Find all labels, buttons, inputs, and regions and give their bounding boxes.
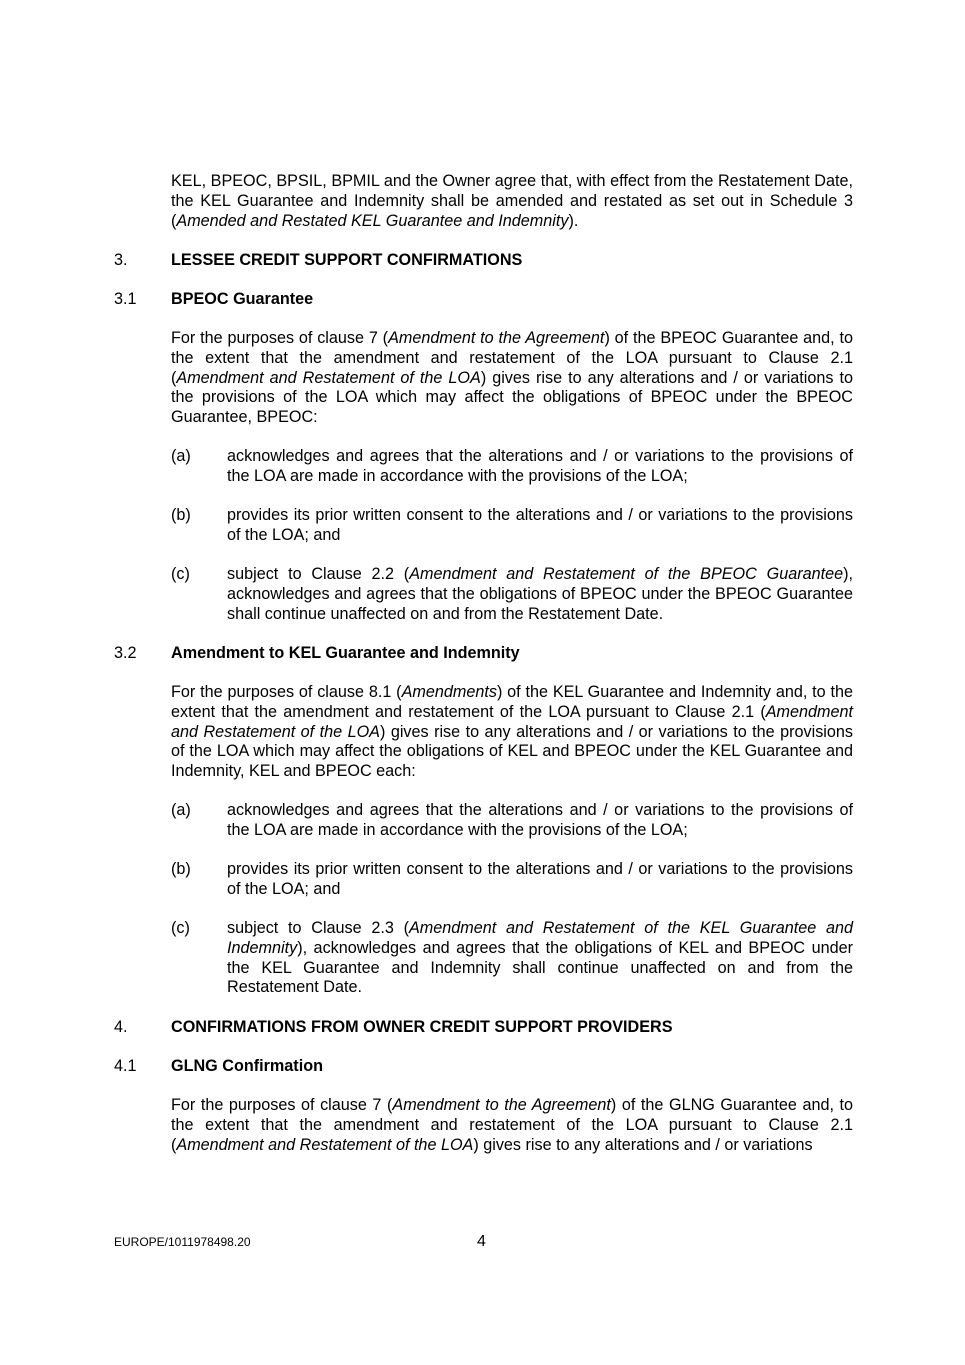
section-3-number: 3. xyxy=(114,251,128,269)
clause-3-2-body-text-3: ) gives rise to any alterations and / or variations to the provisions of the LOA which may affect the obligations of KEL and BPEOC under the KEL Guarantee and Indemnity, KEL and BPEOC each: xyxy=(171,722,853,781)
clause-3-1-item-c-label: (c) xyxy=(171,565,190,583)
clause-3-2-body xyxy=(171,683,853,782)
clause-3-1-item-c-text-1: subject to Clause 2.2 ( xyxy=(227,565,410,583)
clause-3-1-body-text-2: ) of the BPEOC Guarantee and, to the extent that the amendment and restatement of the LOA pursuant to Clause 2.1 ( xyxy=(171,329,854,387)
section-4-number: 4. xyxy=(114,1018,128,1036)
clause-3-1-item-b-text: provides its prior written consent to the alterations and / or variations to the provisions of the LOA; and xyxy=(227,506,853,544)
clause-3-2-item-a-text: acknowledges and agrees that the alterations and / or variations to the provisions of the LOA are made in accordance with the provisions of the LOA; xyxy=(227,801,853,839)
clause-3-2-number: 3.2 xyxy=(114,644,137,662)
clause-3-1-title: BPEOC Guarantee xyxy=(171,290,314,308)
intro-paragraph xyxy=(171,172,853,231)
clause-3-2-item-c-text xyxy=(227,919,853,998)
clause-3-1-body-text-3: ) gives rise to any alterations and / or variations to the provisions of the LOA which may affect the obligations of BPEOC under the BPEOC Guarantee, BPEOC: xyxy=(171,368,853,427)
clause-4-1-body-text-2: ) of the GLNG Guarantee and, to the extent that the amendment and restatement of the LOA pursuant to Clause 2.1 ( xyxy=(171,1096,854,1154)
clause-3-2-body-italic-1: Amendments xyxy=(401,683,497,701)
intro-text-1: KEL, BPEOC, BPSIL, BPMIL and the Owner agree that, with effect from the Restatement Date, the KEL Guarantee and Indemnity shall be amended and restated as set out in Schedule 3 ( xyxy=(171,172,853,230)
clause-4-1-title: GLNG Confirmation xyxy=(171,1057,323,1075)
clause-4-1-body-italic-2: Amendment and Restatement of the LOA xyxy=(176,1135,474,1154)
clause-3-2-item-c-text-2: ), acknowledges and agrees that the obligations of KEL and BPEOC under the KEL Guarantee and Indemnity shall continue unaffected on and from the Restatement Date. xyxy=(227,938,853,997)
section-3-title: LESSEE CREDIT SUPPORT CONFIRMATIONS xyxy=(171,251,523,269)
clause-4-1-body-text-1: For the purposes of clause 7 ( xyxy=(171,1096,393,1114)
clause-3-1-item-c-text-2: ), acknowledges and agrees that the obligations of BPEOC under the BPEOC Guarantee shall continue unaffected on and from the Restatement Date. xyxy=(227,565,854,623)
clause-3-2-item-b-text: provides its prior written consent to the alterations and / or variations to the provisions of the LOA; and xyxy=(227,860,853,898)
page-number: 4 xyxy=(477,1233,486,1250)
intro-text-2: ). xyxy=(568,211,579,230)
clause-3-2-item-b-label: (b) xyxy=(171,860,191,878)
clause-3-2-item-a-label: (a) xyxy=(171,801,191,819)
clause-4-1-body xyxy=(171,1096,853,1155)
clause-3-2-body-text-1: For the purposes of clause 8.1 ( xyxy=(171,683,402,701)
intro-italic-1: Amended and Restated KEL Guarantee and Indemnity xyxy=(176,211,569,230)
clause-3-1-body-italic-1: Amendment to the Agreement xyxy=(388,329,605,347)
clause-4-1-body-text-3: ) gives rise to any alterations and / or variations xyxy=(473,1135,813,1154)
clause-3-1-item-b-label: (b) xyxy=(171,506,191,524)
section-4-title: CONFIRMATIONS FROM OWNER CREDIT SUPPORT PROVIDERS xyxy=(171,1018,673,1036)
clause-3-2-title: Amendment to KEL Guarantee and Indemnity xyxy=(171,644,520,662)
clause-3-1-body-text-1: For the purposes of clause 7 ( xyxy=(171,329,389,347)
clause-3-2-body-italic-2: Amendment and Restatement of the LOA xyxy=(171,702,853,741)
clause-3-2-body-text-2: ) of the KEL Guarantee and Indemnity and, to the extent that the amendment and restatement of the LOA pursuant to Clause 2.1 ( xyxy=(171,683,854,721)
clause-4-1-body-italic-1: Amendment to the Agreement xyxy=(392,1096,611,1114)
clause-3-1-body-italic-2: Amendment and Restatement of the LOA xyxy=(176,368,481,387)
clause-4-1-number: 4.1 xyxy=(114,1057,137,1075)
footer-document-reference: EUROPE/1011978498.20 xyxy=(114,1235,251,1249)
clause-3-1-item-a-text: acknowledges and agrees that the alterations and / or variations to the provisions of the LOA are made in accordance with the provisions of the LOA; xyxy=(227,447,853,485)
clause-3-2-item-c-label: (c) xyxy=(171,919,190,937)
clause-3-2-item-c-italic-1: Amendment and Restatement of the KEL Guarantee and Indemnity xyxy=(227,919,853,957)
clause-3-2-item-c-text-1: subject to Clause 2.3 ( xyxy=(227,919,409,937)
clause-3-1-number: 3.1 xyxy=(114,290,137,308)
clause-3-1-item-c-italic-1: Amendment and Restatement of the BPEOC Guarantee xyxy=(409,565,844,583)
clause-3-1-item-a-label: (a) xyxy=(171,447,191,465)
clause-3-1-item-c-text xyxy=(227,565,853,624)
clause-3-1-body xyxy=(171,329,853,428)
